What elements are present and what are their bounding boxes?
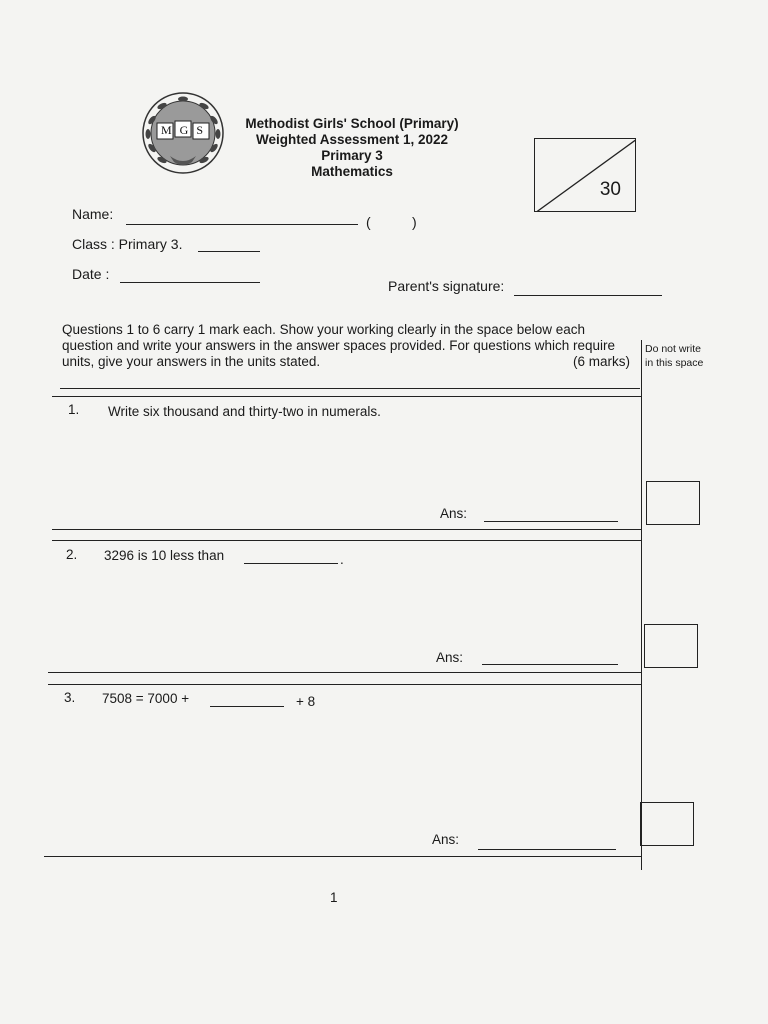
question-1-answer-field[interactable] <box>484 521 618 522</box>
score-box <box>534 138 636 212</box>
question-2-top-border <box>52 540 642 541</box>
school-crest <box>140 90 226 176</box>
instructions-text: Questions 1 to 6 carry 1 mark each. Show your working clearly in the space below each question and write your answers in the answer spaces provided. For questions which require units, give your answers in the units stated. <box>62 322 616 369</box>
question-3-top-border <box>48 684 641 685</box>
question-3-inline-blank[interactable] <box>210 706 284 707</box>
class-field[interactable] <box>198 251 260 252</box>
crest-letters: MGS <box>161 123 212 137</box>
register-number-close: ) <box>412 214 417 230</box>
question-1-number: 1. <box>68 402 80 417</box>
question-1-top-border <box>52 396 642 397</box>
name-field[interactable] <box>126 224 358 225</box>
question-1-mark-box <box>646 481 700 525</box>
question-3-text: 7508 = 7000 + <box>102 691 190 706</box>
question-2-text-end: . <box>340 552 344 567</box>
question-2-answer-label: Ans: <box>436 650 464 665</box>
date-label: Date : <box>72 266 110 282</box>
question-3-text-end: + 8 <box>296 694 316 709</box>
question-3-number: 3. <box>64 690 76 705</box>
margin-note-line2: in this space <box>645 357 704 369</box>
parent-signature-field[interactable] <box>514 295 662 296</box>
margin-divider <box>641 340 642 870</box>
name-label: Name: <box>72 206 114 222</box>
question-3-bottom-border <box>44 856 641 857</box>
question-2-bottom-border <box>48 672 641 673</box>
question-3-mark-box <box>640 802 694 846</box>
question-2-answer-field[interactable] <box>482 664 618 665</box>
question-2-inline-blank[interactable] <box>244 563 338 564</box>
parent-signature-label: Parent's signature: <box>388 278 505 294</box>
question-2-text: 3296 is 10 less than <box>104 548 225 563</box>
assessment-title: Weighted Assessment 1, 2022 <box>255 132 449 147</box>
margin-note <box>645 342 703 370</box>
margin-note-line1: Do not write <box>645 343 702 355</box>
register-number-open: ( <box>366 214 371 230</box>
class-label: Class : Primary 3. <box>72 236 183 252</box>
school-name: Methodist Girls' School (Primary) <box>245 116 459 131</box>
question-1-bottom-border <box>52 529 642 530</box>
page-number: 1 <box>330 890 338 905</box>
section-marks: (6 marks) <box>573 354 630 369</box>
question-2-number: 2. <box>66 547 78 562</box>
question-3-answer-label: Ans: <box>432 832 460 847</box>
question-2-mark-box <box>644 624 698 668</box>
question-3-answer-field[interactable] <box>478 849 616 850</box>
subject: Mathematics <box>311 164 393 179</box>
instructions-divider <box>60 388 640 389</box>
total-marks: 30 <box>599 179 621 200</box>
date-field[interactable] <box>120 282 260 283</box>
level: Primary 3 <box>321 148 383 163</box>
question-1-answer-label: Ans: <box>440 506 468 521</box>
question-1-text: Write six thousand and thirty-two in numerals. <box>108 404 381 419</box>
instructions <box>62 322 634 370</box>
